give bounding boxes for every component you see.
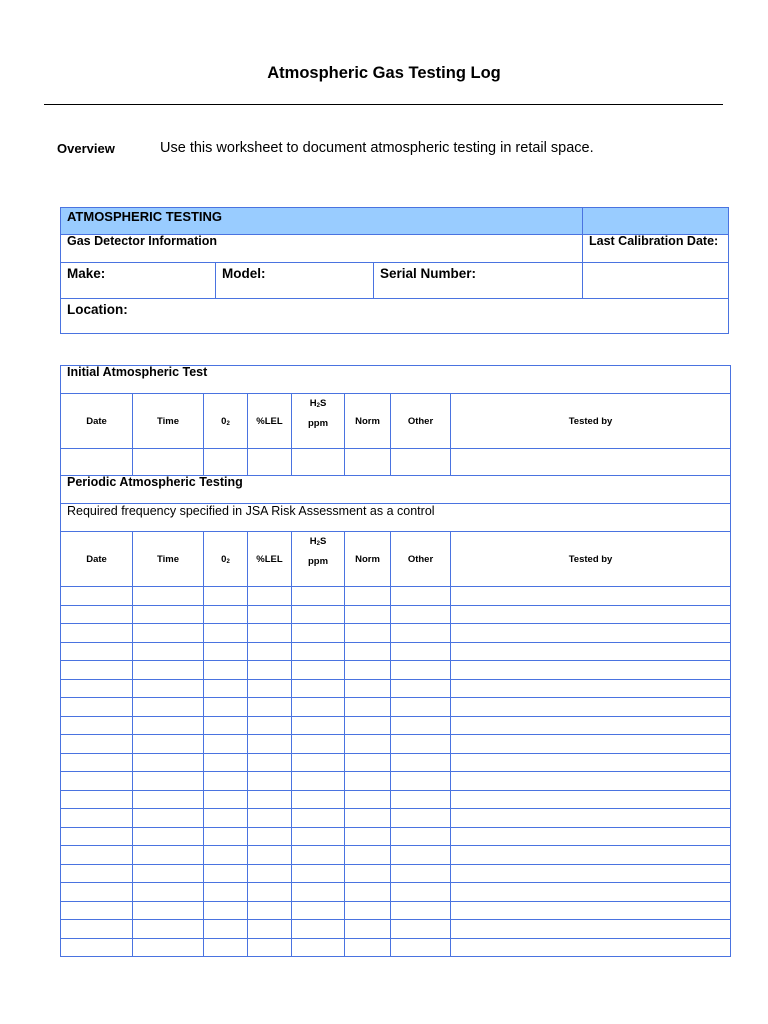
entry-cell[interactable] — [345, 449, 391, 476]
entry-cell[interactable] — [248, 698, 292, 717]
entry-cell[interactable] — [292, 449, 345, 476]
page-title: Atmospheric Gas Testing Log — [267, 64, 501, 82]
h2s-h: H — [309, 535, 317, 547]
entry-cell[interactable] — [345, 661, 391, 680]
periodic-test-entry-row[interactable] — [61, 642, 731, 661]
entry-cell[interactable] — [391, 642, 451, 661]
atmospheric-test-log-table — [60, 365, 731, 957]
entry-cell[interactable] — [391, 772, 451, 791]
periodic-test-entry-row[interactable] — [61, 587, 731, 606]
col-tested-by-header: Tested by — [451, 532, 731, 587]
entry-cell[interactable] — [345, 790, 391, 809]
entry-cell[interactable] — [451, 790, 731, 809]
entry-cell[interactable] — [451, 901, 731, 920]
periodic-test-entry-row[interactable] — [61, 605, 731, 624]
entry-cell[interactable] — [451, 827, 731, 846]
col-norm-header: Norm — [345, 532, 391, 587]
periodic-test-heading: Periodic Atmospheric Testing — [67, 475, 243, 489]
entry-cell[interactable] — [61, 449, 133, 476]
entry-cell[interactable] — [204, 449, 248, 476]
entry-cell[interactable] — [292, 809, 345, 828]
entry-cell[interactable] — [204, 883, 248, 902]
entry-cell[interactable] — [61, 790, 133, 809]
entry-cell[interactable] — [248, 846, 292, 865]
entry-cell[interactable] — [345, 809, 391, 828]
col-time-header: Time — [133, 394, 204, 449]
initial-test-section-cell — [61, 366, 731, 394]
entry-cell[interactable] — [61, 698, 133, 717]
entry-cell[interactable] — [133, 827, 204, 846]
entry-cell[interactable] — [391, 938, 451, 957]
entry-cell[interactable] — [451, 449, 731, 476]
entry-cell[interactable] — [248, 661, 292, 680]
entry-cell[interactable] — [391, 449, 451, 476]
entry-cell[interactable] — [451, 753, 731, 772]
entry-cell[interactable] — [61, 920, 133, 939]
o2-label: 0 — [221, 553, 227, 565]
frequency-note-row — [61, 504, 731, 532]
location-field[interactable] — [61, 299, 729, 334]
entry-cell[interactable] — [61, 901, 133, 920]
make-label: Make: — [67, 266, 106, 281]
entry-cell[interactable] — [451, 864, 731, 883]
h2s-s: S — [319, 535, 327, 547]
entry-cell[interactable] — [133, 809, 204, 828]
entry-cell[interactable] — [61, 827, 133, 846]
h2s-unit: ppm — [307, 555, 329, 567]
entry-cell[interactable] — [204, 716, 248, 735]
entry-cell[interactable] — [292, 883, 345, 902]
entry-cell[interactable] — [133, 698, 204, 717]
entry-cell[interactable] — [61, 679, 133, 698]
entry-cell[interactable] — [391, 605, 451, 624]
entry-cell[interactable] — [292, 901, 345, 920]
initial-column-header-row — [61, 394, 731, 449]
entry-cell[interactable] — [204, 827, 248, 846]
entry-cell[interactable] — [345, 605, 391, 624]
entry-cell[interactable] — [248, 753, 292, 772]
entry-cell[interactable] — [204, 587, 248, 606]
detector-header-cell — [61, 208, 583, 235]
entry-cell[interactable] — [292, 827, 345, 846]
entry-cell[interactable] — [292, 864, 345, 883]
entry-cell[interactable] — [345, 827, 391, 846]
entry-cell[interactable] — [204, 642, 248, 661]
entry-cell[interactable] — [451, 587, 731, 606]
entry-cell[interactable] — [133, 661, 204, 680]
model-field[interactable] — [216, 263, 374, 299]
entry-cell[interactable] — [204, 772, 248, 791]
entry-cell[interactable] — [345, 901, 391, 920]
entry-cell[interactable] — [248, 827, 292, 846]
h2s-s: S — [319, 397, 327, 409]
entry-cell[interactable] — [204, 661, 248, 680]
col-h2s-header — [292, 532, 345, 587]
entry-cell[interactable] — [292, 587, 345, 606]
col-date-header: Date — [61, 532, 133, 587]
atmospheric-testing-heading: ATMOSPHERIC TESTING — [67, 209, 223, 224]
entry-cell[interactable] — [451, 772, 731, 791]
entry-cell[interactable] — [248, 864, 292, 883]
serial-number-label: Serial Number: — [380, 266, 477, 281]
periodic-test-entry-row[interactable] — [61, 661, 731, 680]
entry-cell[interactable] — [345, 642, 391, 661]
entry-cell[interactable] — [204, 809, 248, 828]
make-field[interactable] — [61, 263, 216, 299]
entry-cell[interactable] — [345, 716, 391, 735]
entry-cell[interactable] — [133, 449, 204, 476]
entry-cell[interactable] — [248, 901, 292, 920]
entry-cell[interactable] — [248, 938, 292, 957]
entry-cell[interactable] — [292, 753, 345, 772]
entry-cell[interactable] — [61, 642, 133, 661]
entry-cell[interactable] — [292, 790, 345, 809]
entry-cell[interactable] — [292, 642, 345, 661]
overview-text: Use this worksheet to document atmospheric testing in retail space. — [160, 140, 594, 156]
entry-cell[interactable] — [451, 661, 731, 680]
entry-cell[interactable] — [451, 883, 731, 902]
entry-cell[interactable] — [345, 883, 391, 902]
entry-cell[interactable] — [292, 735, 345, 754]
entry-cell[interactable] — [451, 605, 731, 624]
entry-cell[interactable] — [292, 698, 345, 717]
entry-cell[interactable] — [248, 735, 292, 754]
entry-cell[interactable] — [248, 920, 292, 939]
entry-cell[interactable] — [204, 679, 248, 698]
periodic-test-entry-row[interactable] — [61, 772, 731, 791]
detector-header-row — [61, 208, 729, 235]
entry-cell[interactable] — [451, 642, 731, 661]
entry-cell[interactable] — [204, 624, 248, 643]
h2s-formula — [292, 395, 344, 432]
col-other-header: Other — [391, 532, 451, 587]
entry-cell[interactable] — [391, 661, 451, 680]
col-o2-header — [204, 394, 248, 449]
entry-cell[interactable] — [345, 772, 391, 791]
entry-cell[interactable] — [133, 864, 204, 883]
periodic-test-entry-row[interactable] — [61, 920, 731, 939]
entry-cell[interactable] — [248, 587, 292, 606]
serial-number-field[interactable] — [374, 263, 583, 299]
entry-cell[interactable] — [391, 587, 451, 606]
entry-cell[interactable] — [248, 642, 292, 661]
detector-info-row — [61, 235, 729, 263]
entry-cell[interactable] — [451, 938, 731, 957]
location-row — [61, 299, 729, 334]
h2s-h: H — [309, 397, 317, 409]
periodic-test-entry-row[interactable] — [61, 938, 731, 957]
entry-cell[interactable] — [61, 864, 133, 883]
entry-cell[interactable] — [345, 735, 391, 754]
entry-cell[interactable] — [248, 449, 292, 476]
entry-cell[interactable] — [391, 679, 451, 698]
entry-cell[interactable] — [248, 772, 292, 791]
entry-cell[interactable] — [204, 698, 248, 717]
entry-cell[interactable] — [292, 661, 345, 680]
periodic-test-entry-row[interactable] — [61, 846, 731, 865]
entry-cell[interactable] — [133, 938, 204, 957]
entry-cell[interactable] — [451, 716, 731, 735]
entry-cell[interactable] — [204, 753, 248, 772]
col-lel-header: %LEL — [248, 394, 292, 449]
entry-cell[interactable] — [292, 920, 345, 939]
entry-cell[interactable] — [391, 753, 451, 772]
entry-cell[interactable] — [61, 735, 133, 754]
entry-cell[interactable] — [133, 772, 204, 791]
entry-cell[interactable] — [248, 809, 292, 828]
frequency-note: Required frequency specified in JSA Risk Assessment as a control — [67, 504, 435, 518]
entry-cell[interactable] — [61, 938, 133, 957]
periodic-column-header-row — [61, 532, 731, 587]
periodic-test-entry-row[interactable] — [61, 790, 731, 809]
entry-cell[interactable] — [391, 883, 451, 902]
entry-cell[interactable] — [133, 753, 204, 772]
periodic-test-section-row — [61, 476, 731, 504]
entry-cell[interactable] — [204, 864, 248, 883]
entry-cell[interactable] — [451, 679, 731, 698]
col-h2s-header — [292, 394, 345, 449]
entry-cell[interactable] — [61, 772, 133, 791]
periodic-test-entry-row[interactable] — [61, 809, 731, 828]
entry-cell[interactable] — [391, 698, 451, 717]
entry-cell[interactable] — [133, 920, 204, 939]
periodic-test-section-cell — [61, 476, 731, 504]
detector-header-blank-cell — [583, 208, 729, 235]
o2-subscript: 2 — [226, 420, 230, 427]
gas-detector-table — [60, 207, 729, 334]
frequency-note-cell — [61, 504, 731, 532]
entry-cell[interactable] — [451, 624, 731, 643]
entry-cell[interactable] — [391, 735, 451, 754]
entry-cell[interactable] — [204, 920, 248, 939]
entry-cell[interactable] — [204, 938, 248, 957]
col-time-header: Time — [133, 532, 204, 587]
entry-cell[interactable] — [345, 679, 391, 698]
h2s-subscript: 2 — [316, 402, 320, 409]
entry-cell[interactable] — [292, 605, 345, 624]
entry-cell[interactable] — [204, 846, 248, 865]
entry-cell[interactable] — [133, 642, 204, 661]
entry-cell[interactable] — [248, 679, 292, 698]
entry-cell[interactable] — [204, 605, 248, 624]
entry-cell[interactable] — [451, 809, 731, 828]
entry-cell[interactable] — [292, 938, 345, 957]
col-date-header: Date — [61, 394, 133, 449]
periodic-test-entry-row[interactable] — [61, 679, 731, 698]
overview-label: Overview — [57, 141, 115, 156]
initial-test-section-row — [61, 366, 731, 394]
calibration-date-field[interactable] — [583, 263, 729, 299]
detector-model-row — [61, 263, 729, 299]
entry-cell[interactable] — [61, 716, 133, 735]
entry-cell[interactable] — [292, 716, 345, 735]
entry-cell[interactable] — [345, 698, 391, 717]
model-label: Model: — [222, 266, 266, 281]
entry-cell[interactable] — [248, 605, 292, 624]
col-other-header: Other — [391, 394, 451, 449]
entry-cell[interactable] — [451, 735, 731, 754]
entry-cell[interactable] — [61, 587, 133, 606]
entry-cell[interactable] — [248, 624, 292, 643]
entry-cell[interactable] — [451, 846, 731, 865]
periodic-test-entry-row[interactable] — [61, 883, 731, 902]
entry-cell[interactable] — [391, 624, 451, 643]
entry-cell[interactable] — [391, 827, 451, 846]
periodic-test-entry-row[interactable] — [61, 716, 731, 735]
h2s-unit: ppm — [307, 417, 329, 429]
gas-detector-info-label: Gas Detector Information — [67, 234, 218, 248]
entry-cell[interactable] — [451, 698, 731, 717]
entry-cell[interactable] — [61, 846, 133, 865]
entry-cell[interactable] — [391, 864, 451, 883]
entry-cell[interactable] — [61, 661, 133, 680]
entry-cell[interactable] — [345, 938, 391, 957]
entry-cell[interactable] — [61, 624, 133, 643]
o2-label: 0 — [221, 415, 227, 427]
entry-cell[interactable] — [204, 901, 248, 920]
periodic-test-entry-row[interactable] — [61, 827, 731, 846]
entry-cell[interactable] — [391, 790, 451, 809]
entry-cell[interactable] — [345, 624, 391, 643]
entry-cell[interactable] — [61, 883, 133, 902]
location-label: Location: — [67, 302, 128, 317]
periodic-test-entry-row[interactable] — [61, 698, 731, 717]
entry-cell[interactable] — [345, 753, 391, 772]
calibration-date-cell — [583, 235, 729, 263]
initial-test-heading: Initial Atmospheric Test — [67, 365, 208, 379]
entry-cell[interactable] — [133, 846, 204, 865]
entry-cell[interactable] — [133, 679, 204, 698]
periodic-test-entry-row[interactable] — [61, 864, 731, 883]
entry-cell[interactable] — [133, 883, 204, 902]
entry-cell[interactable] — [391, 846, 451, 865]
entry-cell[interactable] — [133, 901, 204, 920]
entry-cell[interactable] — [391, 920, 451, 939]
entry-cell[interactable] — [345, 846, 391, 865]
entry-cell[interactable] — [61, 809, 133, 828]
h2s-formula — [292, 533, 344, 570]
entry-cell[interactable] — [345, 587, 391, 606]
entry-cell[interactable] — [292, 846, 345, 865]
entry-cell[interactable] — [133, 735, 204, 754]
entry-cell[interactable] — [248, 883, 292, 902]
entry-cell[interactable] — [292, 679, 345, 698]
entry-cell[interactable] — [133, 624, 204, 643]
h2s-subscript: 2 — [316, 540, 320, 547]
col-norm-header: Norm — [345, 394, 391, 449]
entry-cell[interactable] — [248, 790, 292, 809]
entry-cell[interactable] — [451, 920, 731, 939]
entry-cell[interactable] — [133, 716, 204, 735]
entry-cell[interactable] — [345, 920, 391, 939]
entry-cell[interactable] — [204, 790, 248, 809]
o2-subscript: 2 — [226, 558, 230, 565]
entry-cell[interactable] — [345, 864, 391, 883]
periodic-test-entry-row[interactable] — [61, 735, 731, 754]
entry-cell[interactable] — [133, 587, 204, 606]
entry-cell[interactable] — [391, 901, 451, 920]
initial-test-entry-row[interactable] — [61, 449, 731, 476]
last-calibration-date-label: Last Calibration Date: — [589, 234, 719, 248]
entry-cell[interactable] — [61, 605, 133, 624]
entry-cell[interactable] — [248, 716, 292, 735]
col-tested-by-header: Tested by — [451, 394, 731, 449]
entry-cell[interactable] — [391, 716, 451, 735]
entry-cell[interactable] — [391, 809, 451, 828]
periodic-test-entry-row[interactable] — [61, 624, 731, 643]
gas-detector-info-cell — [61, 235, 583, 263]
entry-cell[interactable] — [292, 772, 345, 791]
entry-cell[interactable] — [204, 735, 248, 754]
col-o2-header — [204, 532, 248, 587]
periodic-test-entry-row[interactable] — [61, 901, 731, 920]
entry-cell[interactable] — [133, 790, 204, 809]
title-divider — [44, 104, 723, 105]
periodic-test-entry-row[interactable] — [61, 753, 731, 772]
entry-cell[interactable] — [133, 605, 204, 624]
entry-cell[interactable] — [61, 753, 133, 772]
col-lel-header: %LEL — [248, 532, 292, 587]
entry-cell[interactable] — [292, 624, 345, 643]
